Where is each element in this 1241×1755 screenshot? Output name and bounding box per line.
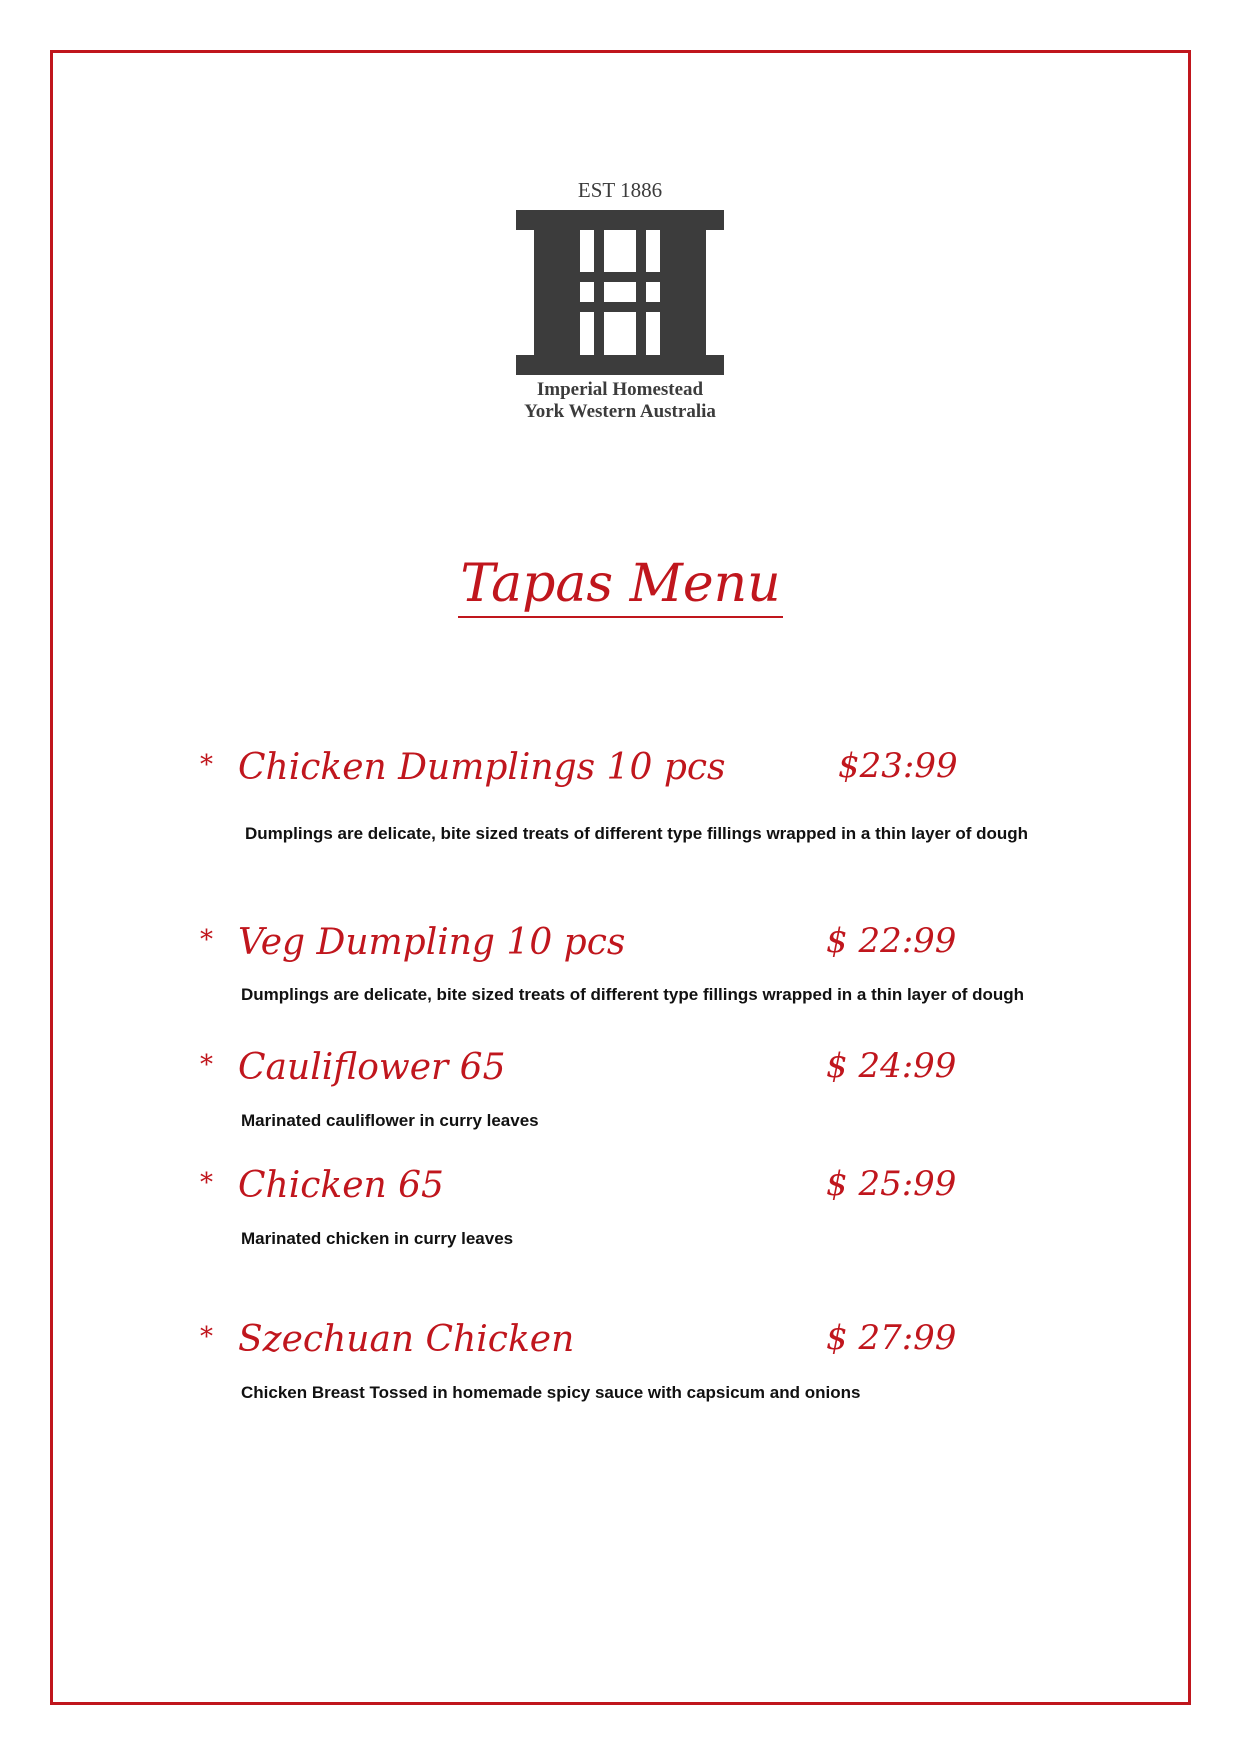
ihh-monogram-icon bbox=[516, 210, 724, 375]
item-name: Szechuan Chicken bbox=[238, 1319, 575, 1360]
bullet-star-icon: * bbox=[200, 750, 213, 780]
item-name: Cauliflower 65 bbox=[238, 1047, 506, 1088]
bullet-star-icon: * bbox=[200, 1168, 213, 1198]
logo-name-line2: York Western Australia bbox=[524, 401, 716, 422]
item-price: $23:99 bbox=[838, 746, 958, 786]
menu-item bbox=[0, 923, 1241, 1013]
bullet-star-icon: * bbox=[200, 925, 213, 955]
bullet-star-icon: * bbox=[200, 1050, 213, 1080]
menu-item bbox=[0, 746, 1241, 843]
item-name: Chicken Dumplings 10 pcs bbox=[238, 747, 726, 788]
item-description: Chicken Breast Tossed in homemade spicy sauce with capsicum and onions bbox=[241, 1383, 861, 1402]
item-description: Dumplings are delicate, bite sized treats of different type fillings wrapped in a thin layer of dough bbox=[241, 985, 1025, 1004]
menu-item bbox=[0, 1320, 1241, 1410]
item-description: Marinated chicken in curry leaves bbox=[241, 1229, 514, 1248]
item-price: $ 24:99 bbox=[826, 1046, 957, 1086]
logo-name-line1: Imperial Homestead bbox=[536, 379, 704, 400]
menu-item bbox=[0, 1166, 1241, 1256]
imperial-homestead-logo bbox=[500, 170, 740, 430]
logo-est-text: EST 1886 bbox=[577, 178, 663, 202]
item-price: $ 22:99 bbox=[826, 921, 957, 961]
menu-item bbox=[0, 1048, 1241, 1138]
menu-title-text: Tapas Menu bbox=[458, 558, 782, 618]
menu-title bbox=[0, 554, 1241, 618]
item-description: Dumplings are delicate, bite sized treats of different type fillings wrapped in a thin layer of dough bbox=[245, 824, 1029, 843]
bullet-star-icon: * bbox=[200, 1322, 213, 1352]
item-name: Chicken 65 bbox=[238, 1165, 444, 1206]
item-price: $ 27:99 bbox=[826, 1318, 957, 1358]
item-name: Veg Dumpling 10 pcs bbox=[238, 922, 626, 963]
item-price: $ 25:99 bbox=[826, 1164, 957, 1204]
item-description: Marinated cauliflower in curry leaves bbox=[241, 1111, 539, 1130]
